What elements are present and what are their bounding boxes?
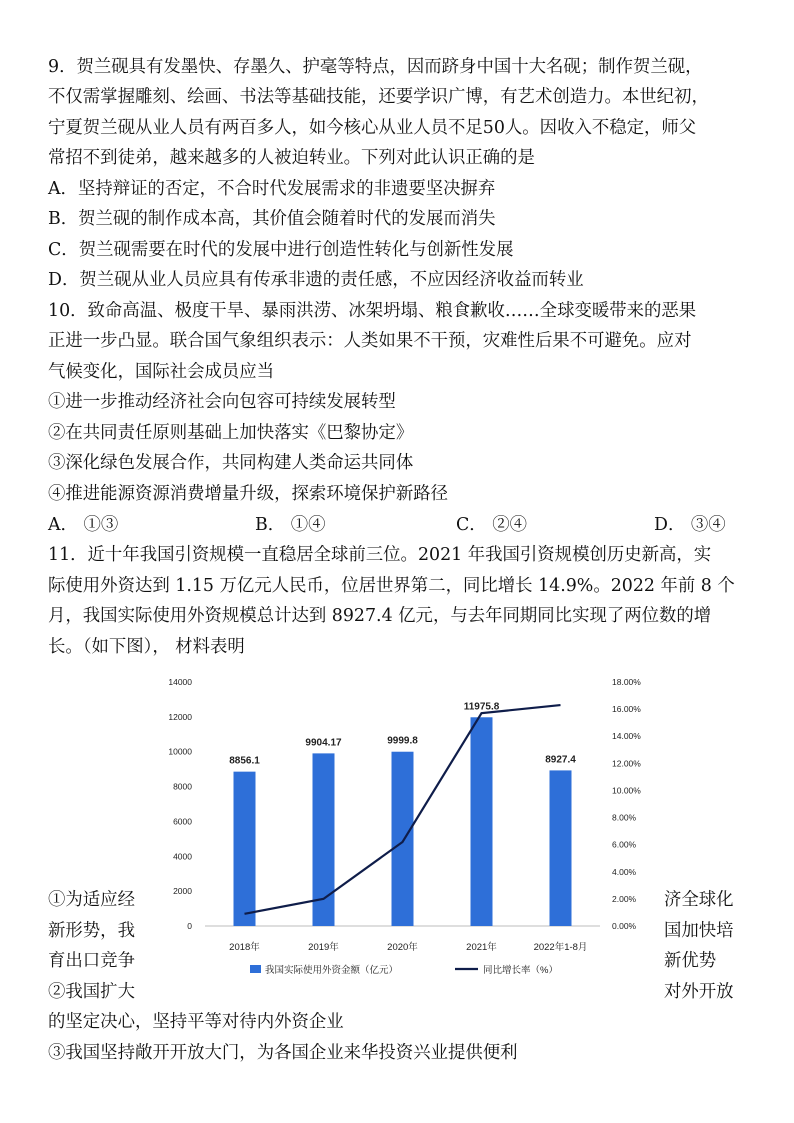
q11-item-3: ③我国坚持敞开开放大门，为各国企业来华投资兴业提供便利: [48, 1043, 518, 1063]
x-axis-tick-label: 2020年: [387, 942, 418, 953]
q11-item-2-left: ②我国扩大: [48, 982, 135, 1002]
q10-choice-d: D． ③④: [654, 515, 726, 535]
bar-data-label: 9904.17: [305, 737, 342, 749]
bar: [234, 772, 256, 926]
left-axis-tick-label: 0: [187, 921, 192, 931]
bar-data-label: 8856.1: [229, 755, 260, 767]
left-axis-tick-label: 14000: [168, 677, 192, 687]
q10-item-4: ④推进能源资源消费增量升级，探索环境保护新路径: [48, 484, 448, 504]
q9-option-c: C．贺兰砚需要在时代的发展中进行创造性转化与创新性发展: [48, 240, 514, 260]
q11-stem-line: 际使用外资达到 1.15 万亿元人民币，位居世界第二，同比增长 14.9%。2022 年前 8 个: [48, 576, 735, 596]
left-axis-tick-label: 8000: [173, 781, 192, 792]
q10-choice-c: C． ②④: [456, 515, 528, 535]
q9-option-d: D．贺兰砚从业人员应具有传承非遗的责任感，不应因经济收益而转业: [48, 270, 584, 290]
q11-stem-line: 长。（如下图）， 材料表明: [48, 637, 245, 657]
q10-item-2: ②在共同责任原则基础上加快落实《巴黎协定》: [48, 423, 414, 443]
right-axis-tick-label: 12.00%: [612, 758, 641, 769]
q11-stem-line: 月，我国实际使用外资规模总计达到 8927.4 亿元，与去年同期同比实现了两位数的增: [48, 606, 712, 626]
q10-item-1: ①进一步推动经济社会向包容可持续发展转型: [48, 392, 396, 412]
q9-stem-line: 不仅需掌握雕刻、绘画、书法等基础技能，还要学识广博，有艺术创造力。本世纪初，: [48, 87, 709, 107]
q10-choice-b: B． ①④: [255, 515, 326, 535]
q11-item-1-right: 济全球化: [664, 890, 734, 910]
bar-data-label: 9999.8: [387, 735, 418, 747]
right-axis-tick-label: 18.00%: [612, 677, 641, 687]
right-axis-tick-label: 14.00%: [612, 731, 641, 742]
bar-data-label: 8927.4: [545, 754, 576, 766]
left-axis-tick-label: 4000: [173, 851, 192, 862]
q9-stem-line: 宁夏贺兰砚从业人员有两百多人，如今核心从业人员不足50人。因收入不稳定，师父: [48, 118, 697, 138]
q10-stem-line: 气候变化，国际社会成员应当: [48, 362, 275, 382]
x-axis-tick-label: 2022年1-8月: [533, 942, 588, 953]
q10-item-3: ③深化绿色发展合作，共同构建人类命运共同体: [48, 453, 414, 473]
fdi-chart: [160, 668, 660, 988]
q10-stem-line: 正进一步凸显。联合国气象组织表示：人类如果不干预，灾难性后果不可避免。应对: [48, 331, 692, 351]
q9-stem-line: 9．贺兰砚具有发墨快、存墨久、护毫等特点，因而跻身中国十大名砚；制作贺兰砚，: [48, 57, 703, 77]
bar: [550, 770, 572, 926]
bar-data-label: 11975.8: [463, 701, 500, 713]
legend-bar-label: 我国实际使用外资金额（亿元）: [265, 965, 399, 976]
right-axis-tick-label: 16.00%: [612, 704, 641, 715]
q9-option-b: B．贺兰砚的制作成本高，其价值会随着时代的发展而消失: [48, 209, 496, 229]
right-axis-tick-label: 0.00%: [612, 921, 637, 931]
q10-stem-line: 10．致命高温、极度干旱、暴雨洪涝、冰架坍塌、粮食歉收……全球变暖带来的恶果: [48, 301, 697, 321]
bar: [471, 717, 493, 926]
x-axis-tick-label: 2021年: [466, 942, 497, 953]
q11-item-2-cont: 的坚定决心，坚持平等对待内外资企业: [48, 1012, 344, 1032]
left-axis-tick-label: 10000: [168, 746, 192, 757]
right-axis-tick-label: 8.00%: [612, 812, 637, 823]
left-axis-tick-label: 6000: [173, 816, 192, 827]
q11-item-1-left: ①为适应经: [48, 890, 135, 910]
q9-option-a: A．坚持辩证的否定，不合时代发展需求的非遗要坚决摒弃: [48, 179, 496, 199]
fdi-chart-svg: [160, 668, 660, 988]
left-axis-tick-label: 2000: [173, 886, 192, 897]
q11-item-1-right: 新优势: [664, 951, 717, 971]
q10-choice-a: A． ①③: [48, 515, 119, 535]
q11-item-2-right: 对外开放: [664, 982, 734, 1002]
q11-item-1-left: 育出口竞争: [48, 951, 135, 971]
legend-line-label: 同比增长率（%）: [483, 965, 558, 976]
q11-item-1-left: 新形势，我: [48, 921, 135, 941]
right-axis-tick-label: 10.00%: [612, 785, 641, 796]
q11-item-1-right: 国加快培: [664, 921, 734, 941]
bar: [392, 752, 414, 926]
right-axis-tick-label: 6.00%: [612, 839, 637, 850]
x-axis-tick-label: 2018年: [229, 942, 260, 953]
legend-bar-swatch: [250, 965, 261, 973]
left-axis-tick-label: 12000: [168, 711, 192, 722]
right-axis-tick-label: 2.00%: [612, 893, 637, 904]
right-axis-tick-label: 4.00%: [612, 866, 637, 877]
q11-stem-line: 11．近十年我国引资规模一直稳居全球前三位。2021 年我国引资规模创历史新高，实: [48, 545, 712, 565]
x-axis-tick-label: 2019年: [308, 942, 339, 953]
q9-stem-line: 常招不到徒弟，越来越多的人被迫转业。下列对此认识正确的是: [48, 148, 535, 168]
